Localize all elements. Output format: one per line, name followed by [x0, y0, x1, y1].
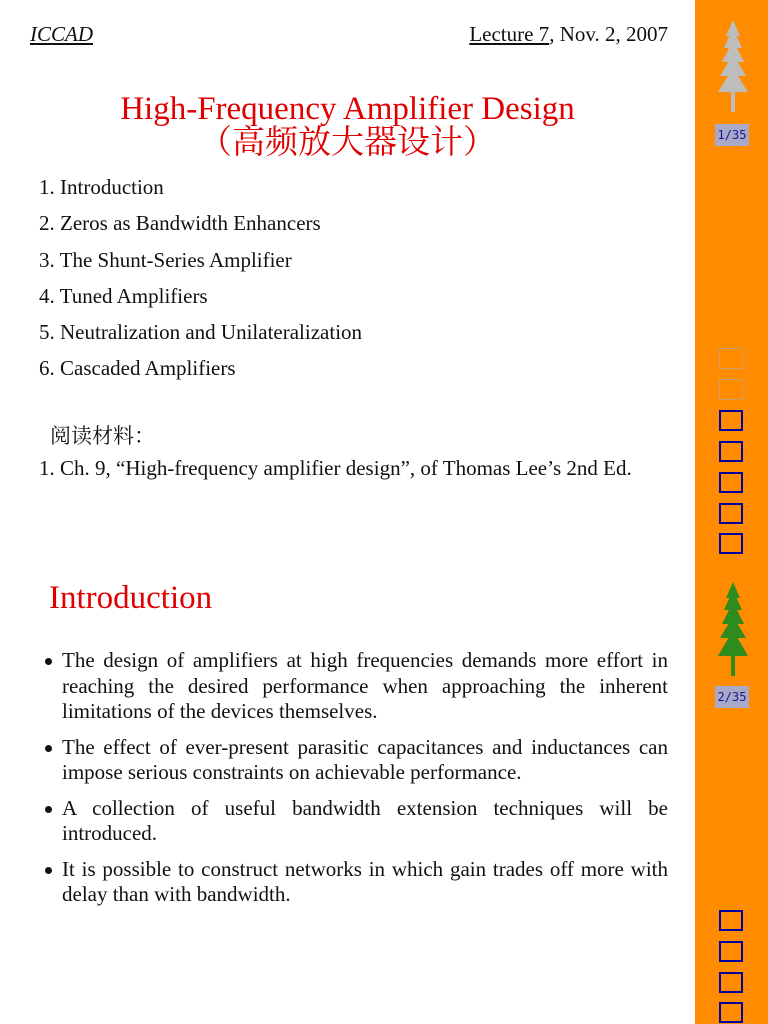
bullet-item [40, 735, 668, 786]
nav-square-icon[interactable] [719, 941, 743, 962]
nav-square-icon[interactable] [719, 348, 743, 369]
bullet-text: The effect of ever-present parasitic capacitances and inductances can impose serious constraints on achievable performance. [62, 734, 668, 784]
nav-square-icon[interactable] [719, 379, 743, 400]
bullet-list [40, 648, 668, 918]
section-title: Introduction [49, 580, 213, 616]
nav-square-icon[interactable] [719, 441, 743, 462]
page-number-badge: 1/35 [715, 124, 749, 146]
bullet-icon [45, 806, 52, 813]
nav-square-icon[interactable] [719, 1002, 743, 1023]
slide-title: High-Frequency Amplifier Design [120, 91, 575, 127]
bullet-icon [45, 658, 52, 665]
nav-square-icon[interactable] [719, 533, 743, 554]
nav-square-icon[interactable] [719, 910, 743, 931]
bullet-item [40, 796, 668, 847]
bullet-item [40, 648, 668, 725]
reading-item: 1. Ch. 9, “High-frequency amplifier design”, of Thomas Lee’s 2nd Ed. [39, 456, 632, 480]
header-right [469, 22, 668, 47]
bullet-item [40, 857, 668, 908]
bullet-text: A collection of useful bandwidth extension techniques will be introduced. [62, 795, 668, 845]
bullet-icon [45, 745, 52, 752]
header-left: ICCAD [30, 22, 93, 46]
lecture-link[interactable]: Lecture 7 [469, 22, 550, 46]
bullet-text: The design of amplifiers at high frequencies demands more effort in reaching the desired performance when approaching the inherent limitations of the devices themselves. [62, 648, 668, 723]
outline-item: 1. Introduction [39, 175, 164, 199]
nav-square-icon[interactable] [719, 472, 743, 493]
page-number-badge: 2/35 [715, 686, 749, 708]
bullet-text: It is possible to construct networks in which gain trades off more with delay than with bandwidth. [62, 856, 668, 906]
bullet-icon [45, 867, 52, 874]
outline-list [39, 174, 362, 392]
outline-item: 3. The Shunt-Series Amplifier [39, 247, 292, 272]
outline-item: 5. Neutralization and Unilateralization [39, 320, 363, 345]
header-date: , Nov. 2, 2007 [549, 22, 668, 46]
nav-square-icon[interactable] [719, 410, 743, 431]
outline-item: 6. Cascaded Amplifiers [39, 356, 236, 381]
tree-icon [713, 580, 753, 680]
reading-label: 阅读材料： [50, 424, 155, 448]
nav-square-icon[interactable] [719, 503, 743, 524]
slide-title-chinese: （高频放大器设计） [199, 125, 496, 161]
outline-item: 4. Tuned Amplifiers [39, 283, 208, 308]
tree-icon [713, 18, 753, 118]
outline-item: 2. Zeros as Bandwidth Enhancers [39, 211, 321, 236]
nav-square-icon[interactable] [719, 972, 743, 993]
